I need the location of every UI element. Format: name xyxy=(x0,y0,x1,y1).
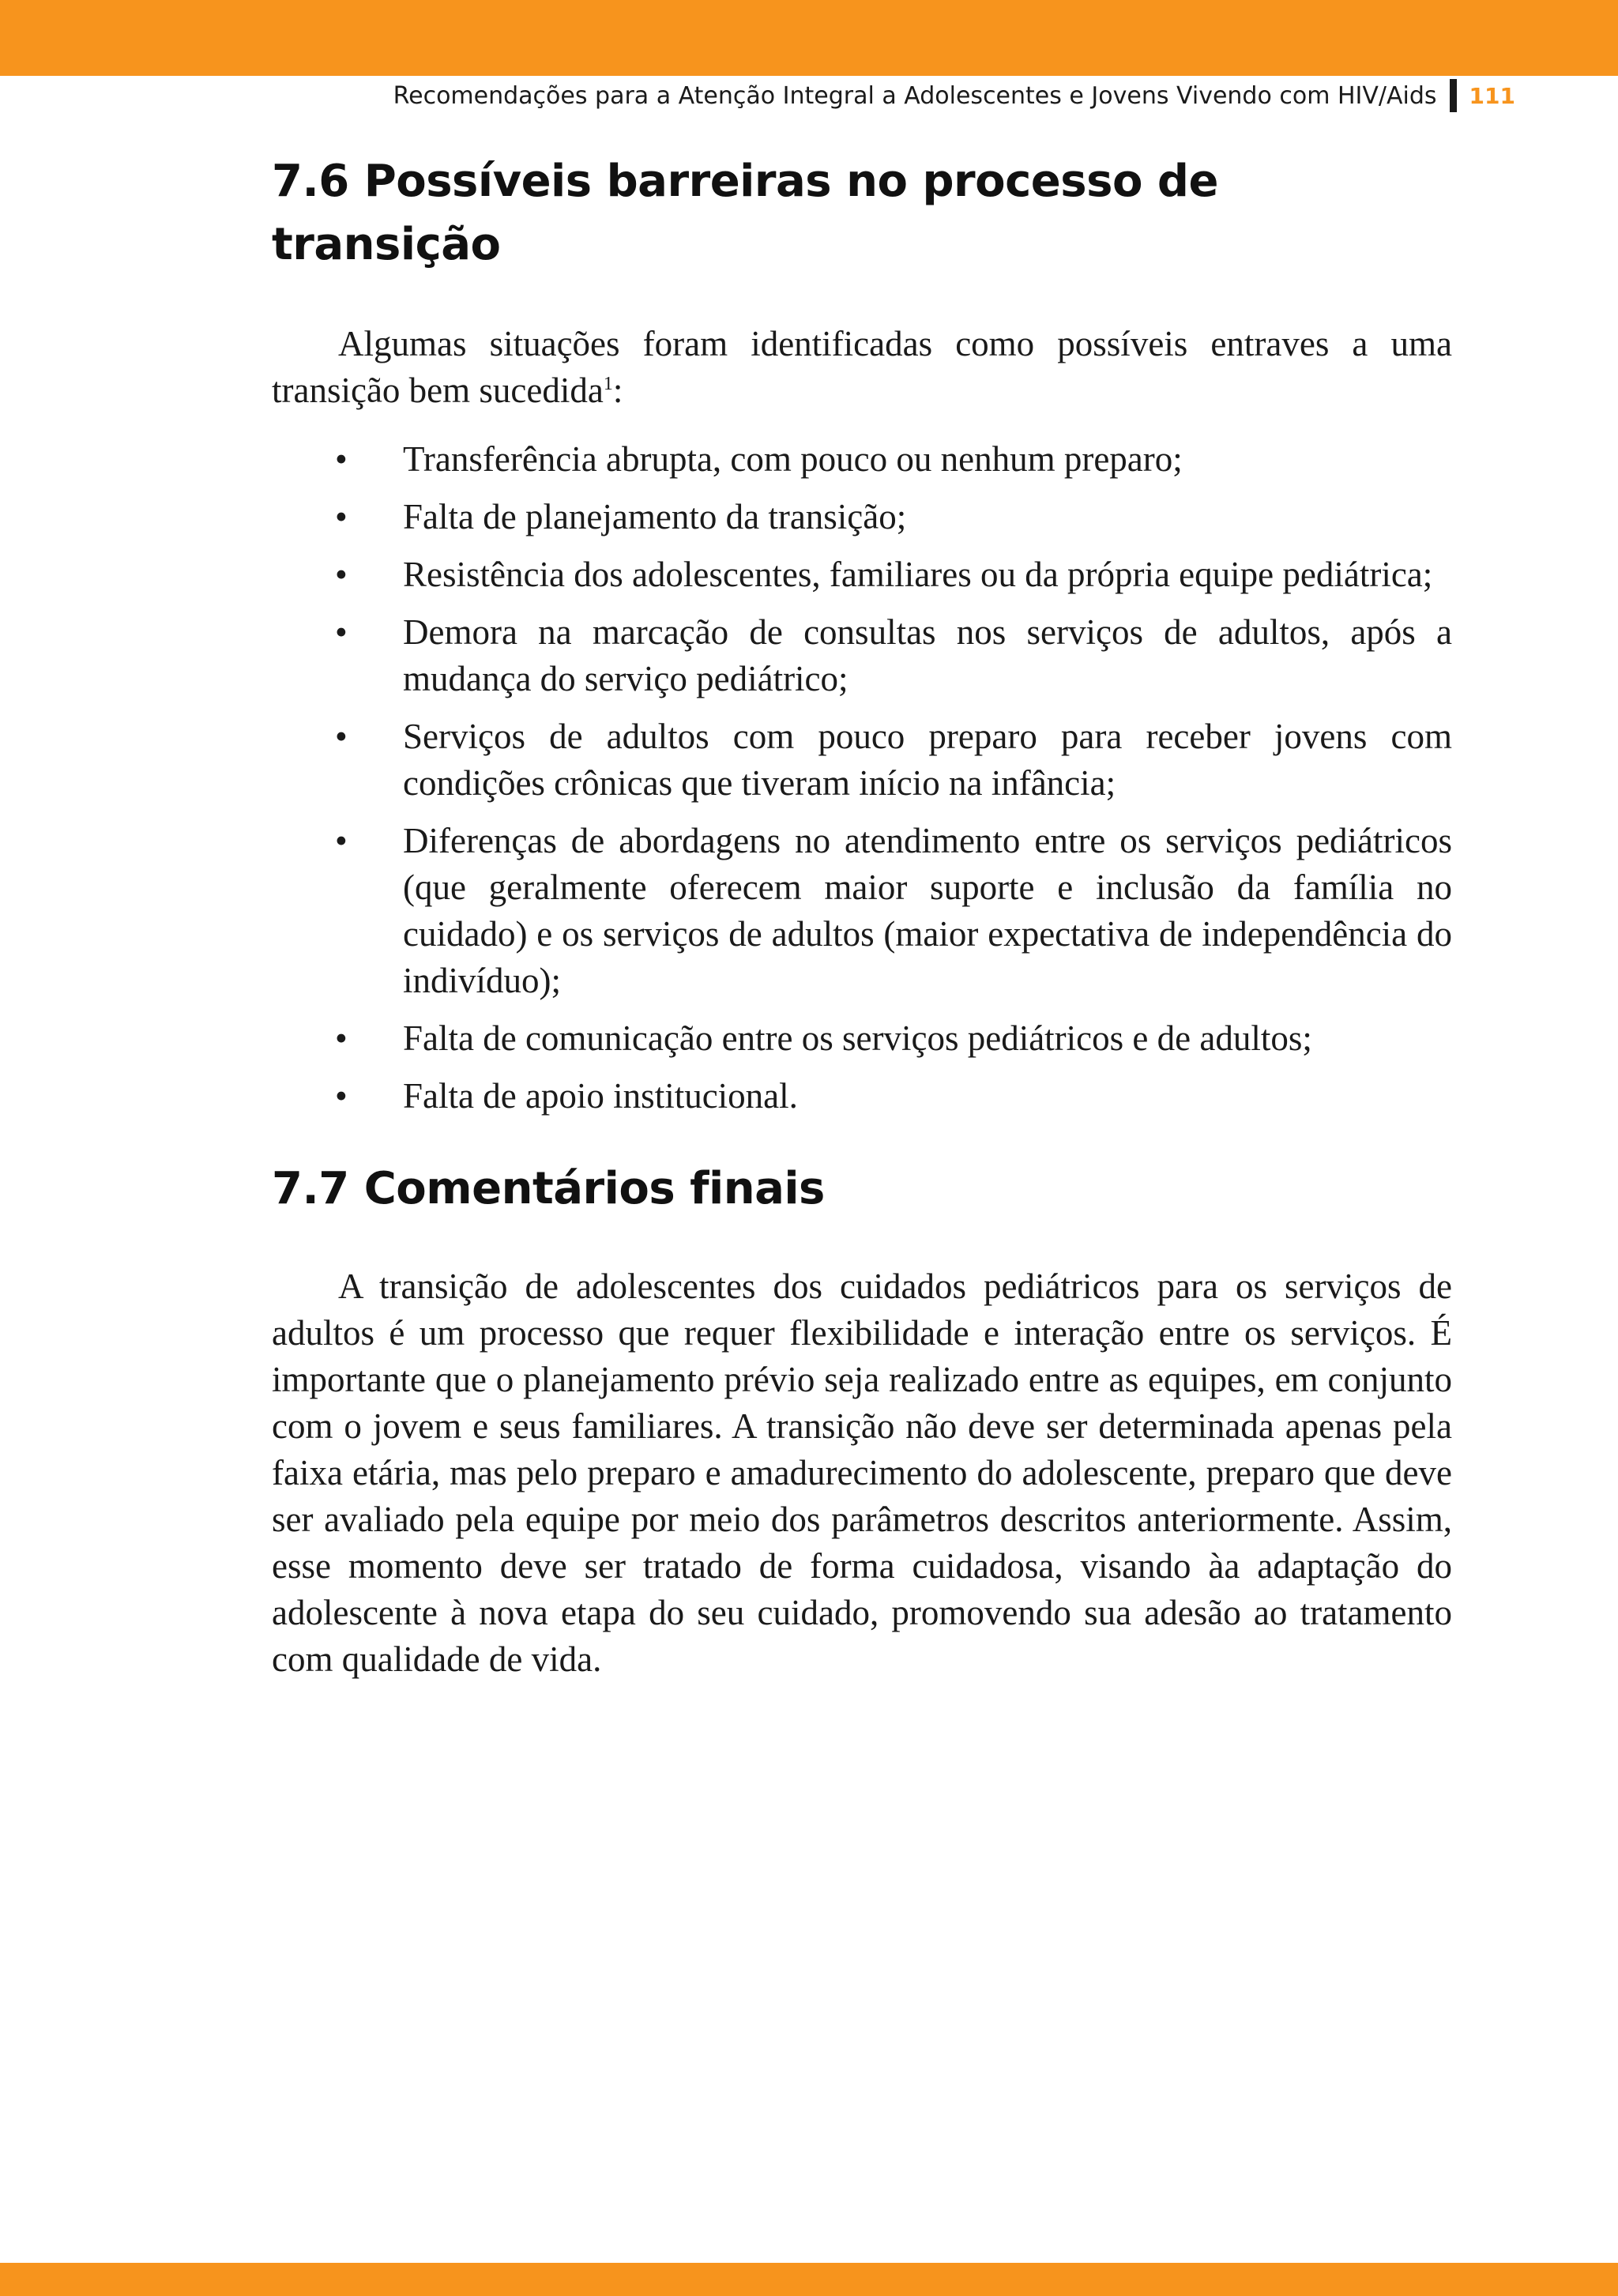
list-item xyxy=(272,1015,1452,1062)
list-item xyxy=(272,609,1452,702)
bullet-icon: • xyxy=(335,555,348,594)
section-heading-7-6: 7.6 Possíveis barreiras no processo de transição xyxy=(272,156,1218,270)
section-heading-7-7: 7.7 Comentários finais xyxy=(272,1163,825,1214)
list-item-text: Falta de planejamento da transição; xyxy=(403,497,907,536)
bullet-icon: • xyxy=(335,717,348,756)
list-item xyxy=(272,713,1452,807)
list-item-text: Demora na marcação de consultas nos serviços de adultos, após a mudança do serviço pediátrico; xyxy=(403,612,1452,698)
list-item-text: Transferência abrupta, com pouco ou nenhum preparo; xyxy=(403,439,1183,479)
running-header xyxy=(393,79,1515,112)
bullet-icon: • xyxy=(335,821,348,860)
running-header-title: Recomendações para a Atenção Integral a Adolescentes e Jovens Vivendo com HIV/Aids xyxy=(393,81,1437,110)
list-item xyxy=(272,436,1452,483)
list-item xyxy=(272,818,1452,1004)
footnote-ref: 1 xyxy=(603,374,613,394)
header-divider-bar xyxy=(1450,79,1457,112)
list-item xyxy=(272,551,1452,598)
bullet-icon: • xyxy=(335,612,348,652)
bullet-icon: • xyxy=(335,497,348,536)
bullet-icon: • xyxy=(335,439,348,479)
section-7-7-paragraph: A transição de adolescentes dos cuidados pediátricos para os serviços de adultos é um processo que requer flexibilidade e interação entre os serviços. É importante que o planejamento prévio seja realizado entre as equipes, em conjunto com o jovem e seus familiares. A transição não deve ser determinada apenas pela faixa etária, mas pelo preparo e amadurecimento do adolescente, preparo que deve ser avaliado pela equipe por meio dos parâmetros descritos anteriormente. Assim, esse momento deve ser tratado de forma cuidadosa, visando àa adaptação do adolescente à nova etapa do seu cuidado, promovendo sua adesão ao tratamento com qualidade de vida. xyxy=(272,1267,1452,1679)
list-item xyxy=(272,1073,1452,1120)
list-item-text: Resistência dos adolescentes, familiares ou da própria equipe pediátrica; xyxy=(403,555,1433,594)
list-item-text: Falta de comunicação entre os serviços pediátricos e de adultos; xyxy=(403,1018,1312,1058)
intro-text: Algumas situações foram identificadas como possíveis entraves a uma transição bem sucedida xyxy=(272,324,1452,410)
page-number: 111 xyxy=(1469,82,1515,109)
bottom-orange-band xyxy=(0,2263,1618,2296)
list-item-text: Serviços de adultos com pouco preparo para receber jovens com condições crônicas que tiveram início na infância; xyxy=(403,717,1452,803)
bullet-icon: • xyxy=(335,1076,348,1116)
barriers-list xyxy=(272,436,1452,1120)
bullet-icon: • xyxy=(335,1018,348,1058)
page-content xyxy=(272,150,1452,1683)
list-item-text: Diferenças de abordagens no atendimento entre os serviços pediátricos (que geralmente oferecem maior suporte e inclusão da família no cuidado) e os serviços de adultos (maior expectativa de independência do indivíduo); xyxy=(403,821,1452,1000)
intro-end: : xyxy=(612,371,623,410)
top-orange-band xyxy=(0,0,1618,76)
list-item-text: Falta de apoio institucional. xyxy=(403,1076,798,1116)
section-7-6-intro xyxy=(272,321,1452,414)
list-item xyxy=(272,494,1452,540)
